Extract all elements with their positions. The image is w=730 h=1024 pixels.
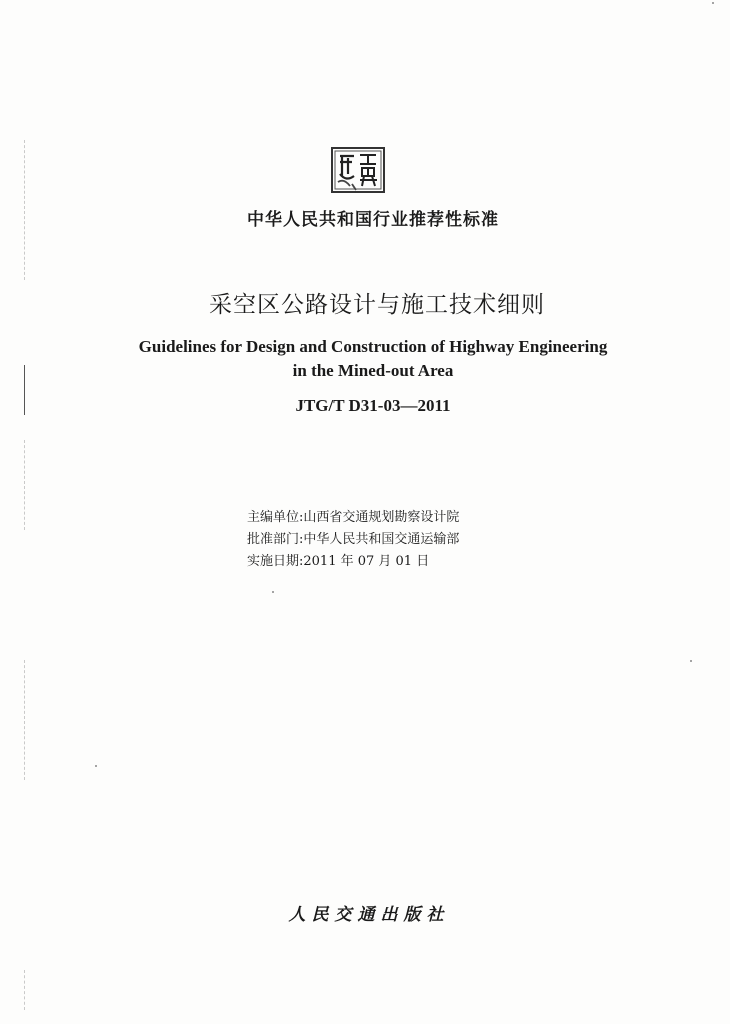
scan-artifact xyxy=(24,970,25,1010)
scan-artifact xyxy=(690,660,692,662)
english-title-line-1: Guidelines for Design and Construction of Highway Engineering xyxy=(138,337,608,356)
publisher-seal-icon xyxy=(330,146,386,194)
standard-type-label: 中华人民共和国行业推荐性标准 xyxy=(247,210,499,230)
effective-date: 实施日期:2011 年 07 月 01 日 xyxy=(247,554,430,569)
publisher-name: 人民交通出版社 xyxy=(288,905,450,925)
scan-artifact xyxy=(95,765,97,767)
english-title-line-2: in the Mined-out Area xyxy=(292,361,454,380)
standard-code: JTG/T D31-03—2011 xyxy=(295,396,451,415)
editor-unit: 主编单位:山西省交通规划勘察设计院 xyxy=(247,510,460,525)
publication-meta xyxy=(247,507,459,573)
scan-artifact xyxy=(272,591,274,593)
chinese-title: 采空区公路设计与施工技术细则 xyxy=(209,292,545,318)
scan-artifact xyxy=(712,2,714,4)
approving-department: 批准部门:中华人民共和国交通运输部 xyxy=(247,532,460,547)
scan-artifact xyxy=(24,660,25,780)
scan-artifact xyxy=(24,440,25,530)
